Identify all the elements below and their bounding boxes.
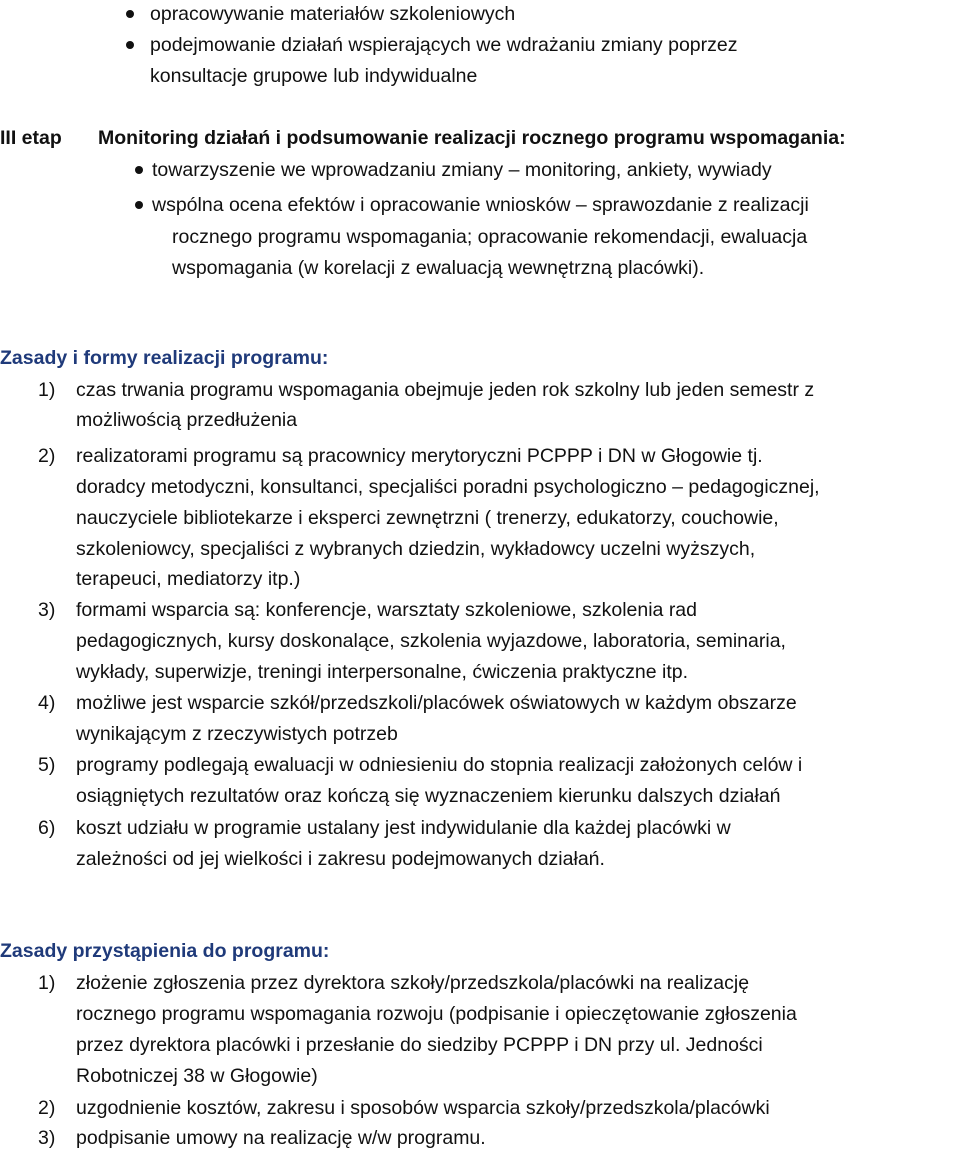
- list-item-continuation: osiągniętych rezultatów oraz kończą się wyznaczeniem kierunku dalszych działań: [76, 785, 781, 807]
- list-item-continuation: zależności od jej wielkości i zakresu podejmowanych działań.: [76, 848, 605, 870]
- list-item: możliwe jest wsparcie szkół/przedszkoli/placówek oświatowych w każdym obszarze: [76, 692, 797, 714]
- bullet-icon: [126, 10, 134, 18]
- list-item: realizatorami programu są pracownicy merytoryczni PCPPP i DN w Głogowie tj.: [76, 445, 763, 467]
- list-item-continuation: możliwością przedłużenia: [76, 409, 298, 431]
- list-item: uzgodnienie kosztów, zakresu i sposobów wsparcia szkoły/przedszkola/placówki: [76, 1097, 770, 1119]
- list-item-continuation: szkoleniowcy, specjaliści z wybranych dziedzin, wykładowcy uczelni wyższych,: [76, 538, 756, 560]
- item-number: 5): [38, 754, 56, 776]
- section-heading: Zasady i formy realizacji programu:: [0, 347, 329, 369]
- item-number: 3): [38, 1127, 56, 1149]
- item-number: 1): [38, 972, 56, 994]
- list-item-continuation: wykłady, superwizje, treningi interpersonalne, ćwiczenia praktyczne itp.: [76, 661, 689, 683]
- stage-title: Monitoring działań i podsumowanie realizacji rocznego programu wspomagania:: [98, 127, 846, 149]
- section-heading: Zasady przystąpienia do programu:: [0, 940, 330, 962]
- list-item: formami wsparcia są: konferencje, warsztaty szkoleniowe, szkolenia rad: [76, 599, 698, 621]
- bullet-icon: [135, 166, 143, 174]
- list-item-continuation: pedagogicznych, kursy doskonalące, szkolenia wyjazdowe, laboratoria, seminaria,: [76, 630, 786, 652]
- list-item-continuation: terapeuci, mediatorzy itp.): [76, 568, 301, 590]
- list-item: opracowywanie materiałów szkoleniowych: [150, 3, 516, 25]
- item-number: 2): [38, 1097, 56, 1119]
- item-number: 6): [38, 817, 56, 839]
- list-item-continuation: Robotniczej 38 w Głogowie): [76, 1065, 318, 1087]
- list-item-continuation: rocznego programu wspomagania; opracowanie rekomendacji, ewaluacja: [172, 226, 808, 248]
- list-item: towarzyszenie we wprowadzaniu zmiany – monitoring, ankiety, wywiady: [152, 159, 772, 181]
- list-item-continuation: wynikającym z rzeczywistych potrzeb: [76, 723, 398, 745]
- item-number: 4): [38, 692, 56, 714]
- list-item: wspólna ocena efektów i opracowanie wniosków – sprawozdanie z realizacji: [152, 194, 809, 216]
- list-item-continuation: rocznego programu wspomagania rozwoju (podpisanie i opieczętowanie zgłoszenia: [76, 1003, 797, 1025]
- list-item: koszt udziału w programie ustalany jest indywidulanie dla każdej placówki w: [76, 817, 731, 839]
- list-item: podpisanie umowy na realizację w/w programu.: [76, 1127, 486, 1149]
- list-item-continuation: konsultacje grupowe lub indywidualne: [150, 65, 478, 87]
- bullet-icon: [126, 41, 134, 49]
- stage-label: III etap: [0, 127, 62, 149]
- bullet-icon: [135, 201, 143, 209]
- list-item-continuation: wspomagania (w korelacji z ewaluacją wewnętrzną placówki).: [172, 257, 705, 279]
- list-item-continuation: doradcy metodyczni, konsultanci, specjaliści poradni psychologiczno – pedagogicznej,: [76, 476, 820, 498]
- item-number: 2): [38, 445, 56, 467]
- list-item-continuation: nauczyciele bibliotekarze i eksperci zewnętrzni ( trenerzy, edukatorzy, couchowie,: [76, 507, 779, 529]
- list-item: złożenie zgłoszenia przez dyrektora szkoły/przedszkola/placówki na realizację: [76, 972, 750, 994]
- list-item: czas trwania programu wspomagania obejmuje jeden rok szkolny lub jeden semestr z: [76, 379, 815, 401]
- list-item: programy podlegają ewaluacji w odniesieniu do stopnia realizacji założonych celów i: [76, 754, 803, 776]
- list-item-continuation: przez dyrektora placówki i przesłanie do siedziby PCPPP i DN przy ul. Jedności: [76, 1034, 763, 1056]
- item-number: 3): [38, 599, 56, 621]
- list-item: podejmowanie działań wspierających we wdrażaniu zmiany poprzez: [150, 34, 738, 56]
- item-number: 1): [38, 379, 56, 401]
